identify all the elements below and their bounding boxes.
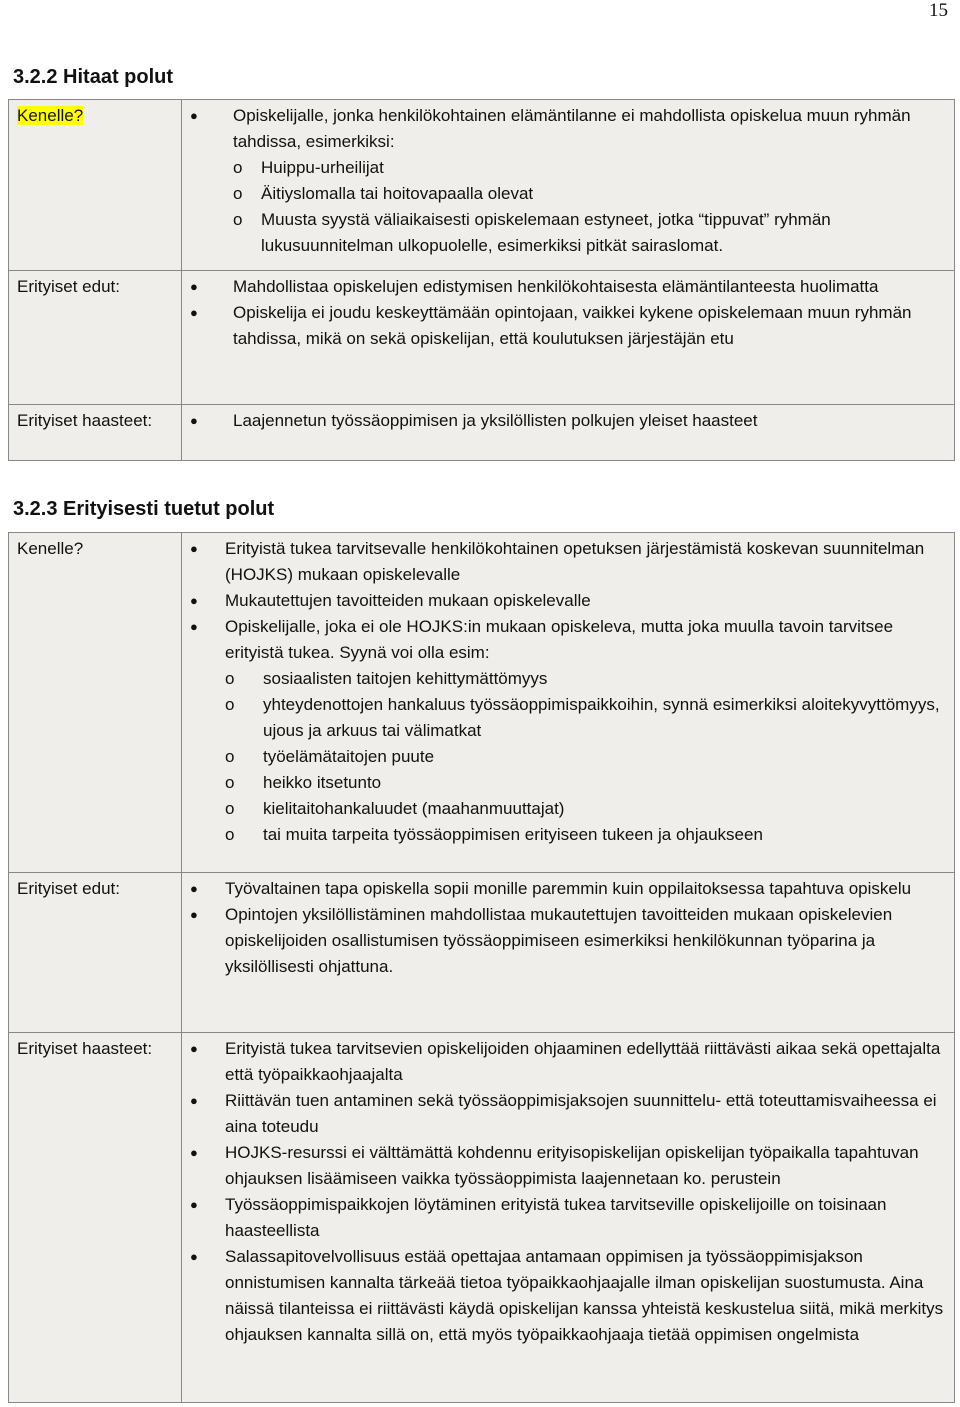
row-label: Erityiset edut:	[9, 271, 182, 405]
sub-list-item: o yhteydenottojen hankaluus työssäoppimispaikkoihin, synnä esimerkiksi aloitekyvyttömyys, ujous ja arkuus tai välimatkat	[225, 692, 948, 744]
row-content	[182, 1033, 955, 1403]
table-row	[9, 533, 955, 873]
table-row	[9, 100, 955, 271]
list-item	[190, 103, 948, 259]
row-label-text: Kenelle?	[17, 106, 84, 125]
list-item: ● Opiskelija ei joudu keskeyttämään opintojaan, vaikkei kykene opiskelemaan muun ryhmän tahdissa, mikä on sekä opiskelijan, että koulutuksen järjestäjän etu	[190, 300, 948, 352]
table-erityisesti-tuetut-polut	[8, 532, 955, 1403]
row-content	[182, 271, 955, 405]
row-label: Erityiset edut:	[9, 873, 182, 1033]
sub-list-item: o kielitaitohankaluudet (maahanmuuttajat)	[225, 796, 948, 822]
sub-list-item: o heikko itsetunto	[225, 770, 948, 796]
list-item: ● Mahdollistaa opiskelujen edistymisen henkilökohtaisesta elämäntilanteesta huolimatta	[190, 274, 948, 300]
sub-list-item: o työelämätaitojen puute	[225, 744, 948, 770]
section-heading-erityisesti-tuetut-polut: 3.2.3 Erityisesti tuetut polut	[13, 498, 275, 520]
page-number: 15	[929, 0, 948, 21]
sub-list-item: o Huippu-urheilijat	[233, 155, 948, 181]
list-item	[190, 614, 948, 848]
list-item: ● Erityistä tukea tarvitsevalle henkilökohtainen opetuksen järjestämistä koskevan suunnitelman (HOJKS) mukaan opiskelevalle	[190, 536, 948, 588]
sub-list-item: o tai muita tarpeita työssäoppimisen erityiseen tukeen ja ohjaukseen	[225, 822, 948, 848]
row-label	[9, 100, 182, 271]
row-label: Erityiset haasteet:	[9, 1033, 182, 1403]
list-item: ● Riittävän tuen antaminen sekä työssäoppimisjaksojen suunnittelu- että toteuttamisvaiheessa ei aina toteudu	[190, 1088, 948, 1140]
table-row	[9, 405, 955, 461]
list-item: ● Salassapitovelvollisuus estää opettajaa antamaan oppimisen ja työssäoppimisjakson onnistumisen kannalta tärkeää tietoa työpaikkaohjaajalle ilman opiskelijan suostumusta. Aina näissä tilanteissa ei riittävästi käydä opiskelijan kanssa yhteistä keskustelua siitä, mikä merkitys ohjauksen kannalta sillä on, että myös työpaikkaohjaaja tietää oppimisen ongelmista	[190, 1244, 948, 1348]
row-content	[182, 533, 955, 873]
table-row	[9, 1033, 955, 1403]
sub-list-item: o Äitiyslomalla tai hoitovapaalla olevat	[233, 181, 948, 207]
list-item: ● Mukautettujen tavoitteiden mukaan opiskelevalle	[190, 588, 948, 614]
table-hitaat-polut	[8, 99, 955, 461]
list-item: ● Työssäoppimispaikkojen löytäminen erityistä tukea tarvitseville opiskelijoille on toisinaan haasteellista	[190, 1192, 948, 1244]
list-item: ● Opintojen yksilöllistäminen mahdollistaa mukautettujen tavoitteiden mukaan opiskelevien opiskelijoiden osallistumisen työssäoppimiseen esimerkiksi henkilökunnan työparina ja yksilöllisesti ohjattuna.	[190, 902, 948, 980]
row-content	[182, 873, 955, 1033]
list-item: ● Laajennetun työssäoppimisen ja yksilöllisten polkujen yleiset haasteet	[190, 408, 948, 434]
bullet-text: Opiskelijalle, jonka henkilökohtainen elämäntilanne ei mahdollista opiskelua muun ryhmän tahdissa, esimerkiksi:	[233, 106, 911, 151]
list-item: ● Työvaltainen tapa opiskella sopii monille paremmin kuin oppilaitoksessa tapahtuva opiskelu	[190, 876, 948, 902]
table-row	[9, 873, 955, 1033]
bullet-text: Opiskelijalle, joka ei ole HOJKS:in mukaan opiskeleva, mutta joka muulla tavoin tarvitsee erityistä tukea. Syynä voi olla esim:	[225, 617, 894, 662]
sub-list-item: o Muusta syystä väliaikaisesti opiskelemaan estyneet, jotka “tippuvat” ryhmän lukusuunnitelman ulkopuolelle, esimerkiksi pitkät sairaslomat.	[233, 207, 948, 259]
row-content	[182, 405, 955, 461]
sub-list-item: o sosiaalisten taitojen kehittymättömyys	[225, 666, 948, 692]
section-heading-hitaat-polut: 3.2.2 Hitaat polut	[13, 66, 174, 88]
list-item: ● HOJKS-resurssi ei välttämättä kohdennu erityisopiskelijan opiskelijan työpaikalla tapahtuvan ohjauksen lisäämiseen vaikka työssäoppimista laajennetaan ko. perustein	[190, 1140, 948, 1192]
row-label: Kenelle?	[9, 533, 182, 873]
list-item: ● Erityistä tukea tarvitsevien opiskelijoiden ohjaaminen edellyttää riittävästi aikaa sekä opettajalta että työpaikkaohjaajalta	[190, 1036, 948, 1088]
table-row	[9, 271, 955, 405]
row-content	[182, 100, 955, 271]
row-label: Erityiset haasteet:	[9, 405, 182, 461]
